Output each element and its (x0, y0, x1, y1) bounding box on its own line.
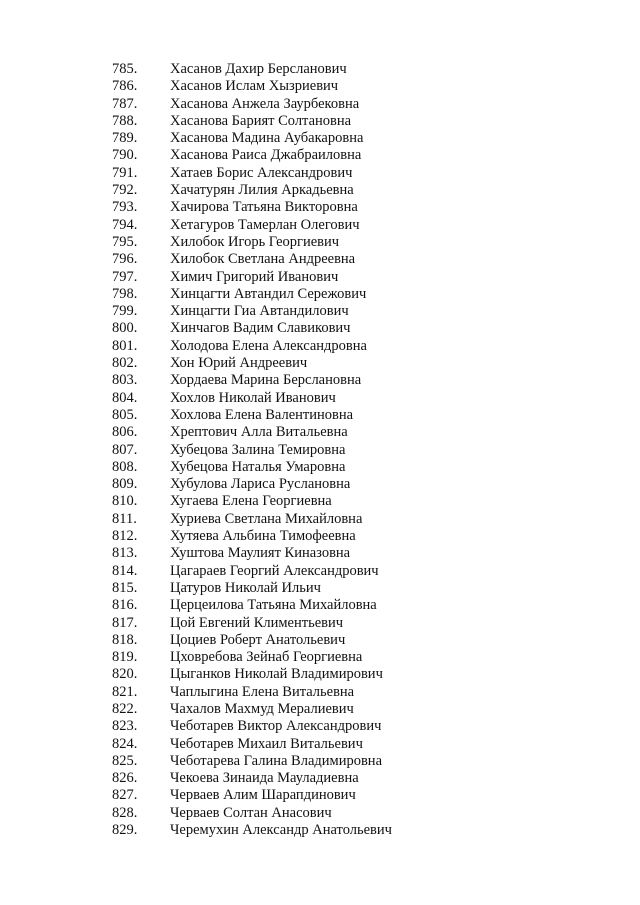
list-item (112, 615, 392, 632)
entry-full-name: Церцеилова Татьяна Михайловна (170, 597, 377, 614)
entry-full-name: Чеботарев Виктор Александрович (170, 718, 382, 735)
entry-full-name: Хачирова Татьяна Викторовна (170, 199, 358, 216)
entry-number: 816. (112, 597, 138, 614)
entry-number: 786. (112, 78, 138, 95)
entry-full-name: Цоциев Роберт Анатольевич (170, 631, 346, 648)
list-item (112, 736, 392, 753)
entry-number: 814. (112, 562, 138, 579)
list-item (112, 251, 392, 268)
list-item (112, 303, 392, 320)
entry-full-name: Хинцагти Автандил Сережович (170, 285, 367, 302)
entry-number: 812. (112, 528, 138, 545)
entry-full-name: Хутяева Альбина Тимофеевна (170, 528, 356, 545)
entry-full-name: Хубулова Лариса Руслановна (170, 476, 351, 493)
list-item (112, 459, 392, 476)
entry-full-name: Химич Григорий Иванович (170, 268, 339, 285)
entry-full-name: Хачатурян Лилия Аркадьевна (170, 182, 354, 199)
entry-full-name: Хасанова Анжела Заурбековна (170, 95, 360, 112)
entry-number: 795. (112, 233, 138, 250)
list-item (112, 78, 392, 95)
entry-full-name: Хинцагти Гиа Автандилович (170, 303, 349, 320)
entry-number: 809. (112, 476, 138, 493)
entry-number: 823. (112, 718, 138, 735)
list-item (112, 96, 392, 113)
entry-full-name: Холодова Елена Александровна (170, 337, 367, 354)
entry-number: 810. (112, 493, 138, 510)
entry-full-name: Чекоева Зинаида Мауладиевна (170, 770, 359, 787)
list-item (112, 684, 392, 701)
entry-full-name: Хуштова Маулият Киназовна (170, 545, 351, 562)
entry-number: 822. (112, 700, 138, 717)
entry-number: 788. (112, 112, 138, 129)
entry-full-name: Цой Евгений Климентьевич (170, 614, 344, 631)
entry-number: 801. (112, 337, 138, 354)
list-item (112, 476, 392, 493)
entry-number: 824. (112, 735, 138, 752)
list-item (112, 787, 392, 804)
entry-full-name: Хасанова Мадина Аубакаровна (170, 130, 364, 147)
entry-full-name: Черемухин Александр Анатольевич (170, 822, 392, 839)
entry-full-name: Цыганков Николай Владимирович (170, 666, 383, 683)
list-item (112, 770, 392, 787)
list-item (112, 130, 392, 147)
entry-full-name: Хохлова Елена Валентиновна (170, 406, 354, 423)
entry-full-name: Хилобок Игорь Георгиевич (170, 233, 340, 250)
list-item (112, 753, 392, 770)
entry-full-name: Хетагуров Тамерлан Олегович (170, 216, 360, 233)
entry-full-name: Цагараев Георгий Александрович (170, 562, 379, 579)
entry-full-name: Цатуров Николай Ильич (170, 579, 321, 596)
entry-number: 802. (112, 355, 138, 372)
entry-number: 829. (112, 822, 138, 839)
list-item (112, 199, 392, 216)
entry-number: 815. (112, 579, 138, 596)
list-item (112, 286, 392, 303)
entry-full-name: Хон Юрий Андреевич (170, 355, 308, 372)
list-item (112, 493, 392, 510)
list-item (112, 563, 392, 580)
list-item (112, 407, 392, 424)
entry-number: 791. (112, 164, 138, 181)
list-item (112, 649, 392, 666)
entry-number: 794. (112, 216, 138, 233)
entry-full-name: Чаплыгина Елена Витальевна (170, 683, 355, 700)
entry-number: 825. (112, 752, 138, 769)
list-item (112, 320, 392, 337)
entry-full-name: Хубецова Залина Темировна (170, 441, 346, 458)
entry-number: 817. (112, 614, 138, 631)
entry-full-name: Чеботарева Галина Владимировна (170, 752, 383, 769)
entry-number: 800. (112, 320, 138, 337)
entry-full-name: Черваев Солтан Анасович (170, 804, 332, 821)
entry-full-name: Черваев Алим Шарапдинович (170, 787, 356, 804)
entry-full-name: Хохлов Николай Иванович (170, 389, 336, 406)
entry-number: 813. (112, 545, 138, 562)
list-item (112, 61, 392, 78)
list-item (112, 338, 392, 355)
entry-full-name: Хасанова Раиса Джабраиловна (170, 147, 362, 164)
entry-full-name: Хрептович Алла Витальевна (170, 424, 348, 441)
entry-number: 789. (112, 130, 138, 147)
list-item (112, 822, 392, 839)
entry-full-name: Чахалов Махмуд Мералиевич (170, 700, 354, 717)
entry-number: 821. (112, 683, 138, 700)
entry-full-name: Хасанова Барият Солтановна (170, 112, 352, 129)
entry-number: 796. (112, 251, 138, 268)
entry-number: 827. (112, 787, 138, 804)
list-item (112, 217, 392, 234)
entry-number: 790. (112, 147, 138, 164)
entry-full-name: Хатаев Борис Александрович (170, 164, 353, 181)
entry-full-name: Хилобок Светлана Андреевна (170, 251, 356, 268)
entry-number: 797. (112, 268, 138, 285)
entry-full-name: Хасанов Дахир Берсланович (170, 61, 347, 77)
entry-full-name: Цховребова Зейнаб Георгиевна (170, 649, 363, 666)
entry-number: 820. (112, 666, 138, 683)
list-item (112, 165, 392, 182)
entry-number: 828. (112, 804, 138, 821)
list-item (112, 666, 392, 683)
list-item (112, 390, 392, 407)
entry-number: 807. (112, 441, 138, 458)
entry-number: 811. (112, 510, 137, 527)
list-item (112, 147, 392, 164)
entry-number: 819. (112, 649, 138, 666)
entry-number: 798. (112, 285, 138, 302)
entry-number: 806. (112, 424, 138, 441)
list-item (112, 528, 392, 545)
entry-number: 792. (112, 182, 138, 199)
entry-number: 793. (112, 199, 138, 216)
list-item (112, 805, 392, 822)
entry-full-name: Чеботарев Михаил Витальевич (170, 735, 363, 752)
entry-number: 804. (112, 389, 138, 406)
name-list (112, 61, 392, 839)
list-item (112, 632, 392, 649)
entry-full-name: Хубецова Наталья Умаровна (170, 458, 346, 475)
entry-full-name: Хасанов Ислам Хызриевич (170, 78, 339, 95)
list-item (112, 355, 392, 372)
entry-number: 805. (112, 406, 138, 423)
entry-full-name: Хордаева Марина Берслановна (170, 372, 362, 389)
entry-number: 803. (112, 372, 138, 389)
entry-number: 808. (112, 458, 138, 475)
entry-full-name: Хуриева Светлана Михайловна (170, 510, 363, 527)
entry-number: 799. (112, 303, 138, 320)
list-item (112, 424, 392, 441)
list-item (112, 718, 392, 735)
list-item (112, 372, 392, 389)
entry-number: 785. (112, 61, 138, 77)
list-item (112, 511, 392, 528)
entry-number: 826. (112, 770, 138, 787)
entry-full-name: Хугаева Елена Георгиевна (170, 493, 332, 510)
list-item (112, 545, 392, 562)
entry-full-name: Хинчагов Вадим Славикович (170, 320, 351, 337)
entry-number: 787. (112, 95, 138, 112)
list-item (112, 182, 392, 199)
entry-number: 818. (112, 631, 138, 648)
list-item (112, 597, 392, 614)
list-item (112, 701, 392, 718)
list-item (112, 442, 392, 459)
list-item (112, 580, 392, 597)
list-item (112, 234, 392, 251)
list-item (112, 113, 392, 130)
list-item (112, 269, 392, 286)
